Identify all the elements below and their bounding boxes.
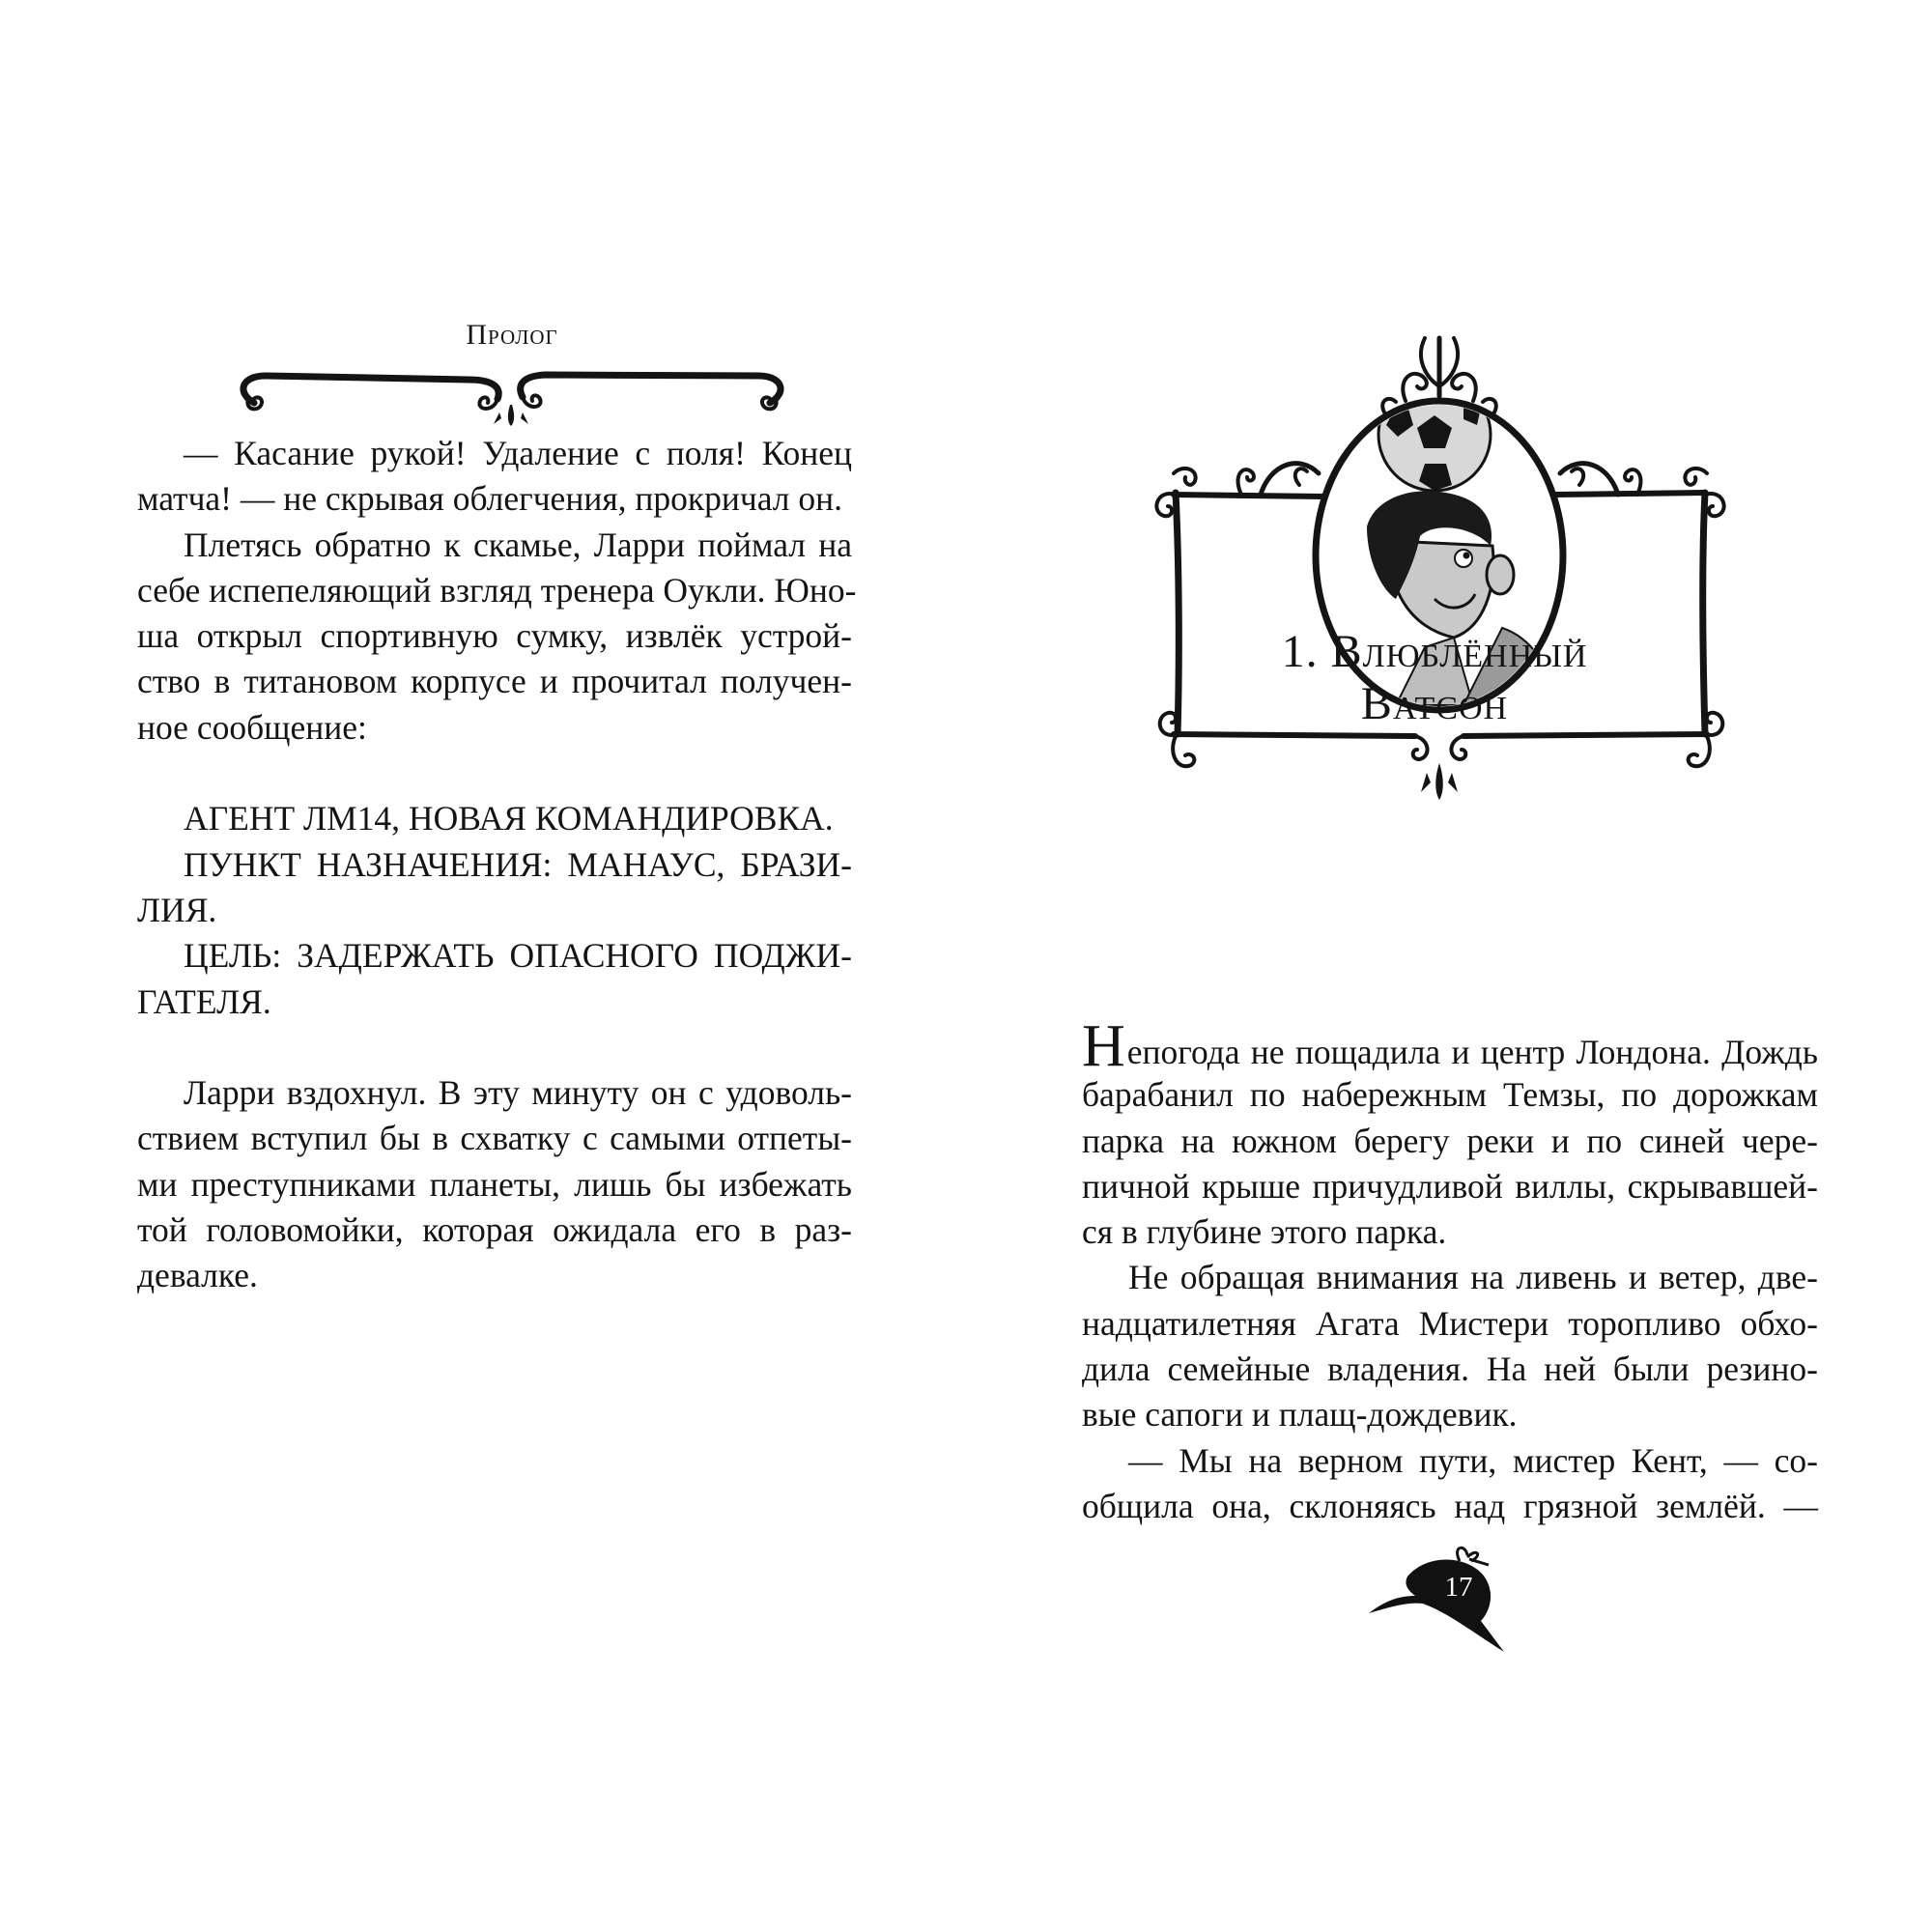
- text-line: общила она, склоняясь над грязной землёй. —: [1082, 1486, 1818, 1525]
- chapter-title-line2: Ватсон: [1360, 678, 1509, 729]
- text-line: той головомойки, которая ожидала его в раз-: [137, 1210, 852, 1250]
- text-line: себе испепеляющий взгляд тренера Оукли. Юно-: [137, 570, 857, 610]
- page-number: 17: [1444, 1572, 1473, 1603]
- running-head: [232, 319, 792, 352]
- prologue-text: [137, 431, 857, 1299]
- chapter-number: 1.: [1281, 626, 1319, 677]
- text-line: дила семейные владения. На ней были резино-: [1082, 1350, 1818, 1389]
- deerstalker-hat-icon: [1357, 1536, 1550, 1681]
- chapter-title-word1: Влюблённый: [1330, 626, 1588, 677]
- text-line: ПУНКТ НАЗНАЧЕНИЯ: МАНАУС, БРАЗИ-: [184, 844, 852, 884]
- chapter-frame-ornament: [1145, 319, 1734, 821]
- text-line: ми преступниками планеты, лишь бы избежать: [137, 1164, 852, 1204]
- text-line: Непогода не пощадила и центр Лондона. Дождь: [1082, 1013, 1818, 1079]
- text-line: — Мы на верном пути, мистер Кент, — со-: [1128, 1440, 1818, 1480]
- text-line: вые сапоги и плащ-дождевик.: [1082, 1395, 1518, 1435]
- text-line: ное сообщение:: [137, 707, 367, 747]
- text-line: пичной крыше причудливой виллы, скрывавшей-: [1082, 1166, 1818, 1206]
- chapter-title: [1145, 626, 1724, 730]
- text-line: парка на южном берегу реки и по синей чере-: [1082, 1121, 1818, 1160]
- text-line: ствием вступил бы в схватку с самыми отпеты-: [137, 1119, 852, 1158]
- text-line: девалке.: [137, 1256, 258, 1295]
- text-line: АГЕНТ ЛМ14, НОВАЯ КОМАНДИРОВКА.: [184, 799, 834, 838]
- text-line: — Касание рукой! Удаление с поля! Конец: [184, 434, 852, 472]
- paragraph-gap: [137, 751, 852, 796]
- running-head-text: Пролог: [466, 319, 558, 351]
- text-line: Плетясь обратно к скамье, Ларри поймал на: [184, 525, 852, 564]
- text-line: ша открыл спортивную сумку, извлёк устрой-: [137, 616, 852, 656]
- text-line: барабанил по набережным Темзы, по дорожкам: [1082, 1075, 1818, 1115]
- text-line: Ларри вздохнул. В эту минуту он с удоволь-: [184, 1073, 852, 1113]
- text-line: надцатилетняя Агата Мистери торопливо обхо-: [1082, 1303, 1818, 1343]
- text-line: ство в титановом корпусе и прочитал получен-: [137, 662, 852, 701]
- scroll-ornament-icon: [227, 362, 797, 430]
- text-line: ГАТЕЛЯ.: [137, 981, 271, 1021]
- text-line: ся в глубине этого парка.: [1082, 1212, 1447, 1252]
- text-line: ЦЕЛЬ: ЗАДЕРЖАТЬ ОПАСНОГО ПОДЖИ-: [184, 936, 852, 976]
- drop-cap: Н: [1082, 1013, 1125, 1079]
- chapter-title-line1: [1145, 626, 1724, 678]
- text-line: матча! — не скрывая облегчения, прокричал он.: [137, 479, 843, 519]
- paragraph-gap: [137, 1025, 852, 1070]
- text-line: Не обращая внимания на ливень и ветер, две-: [1128, 1258, 1818, 1297]
- chapter-body-text: [1082, 1013, 1818, 1529]
- text-line: ЛИЯ.: [137, 890, 217, 929]
